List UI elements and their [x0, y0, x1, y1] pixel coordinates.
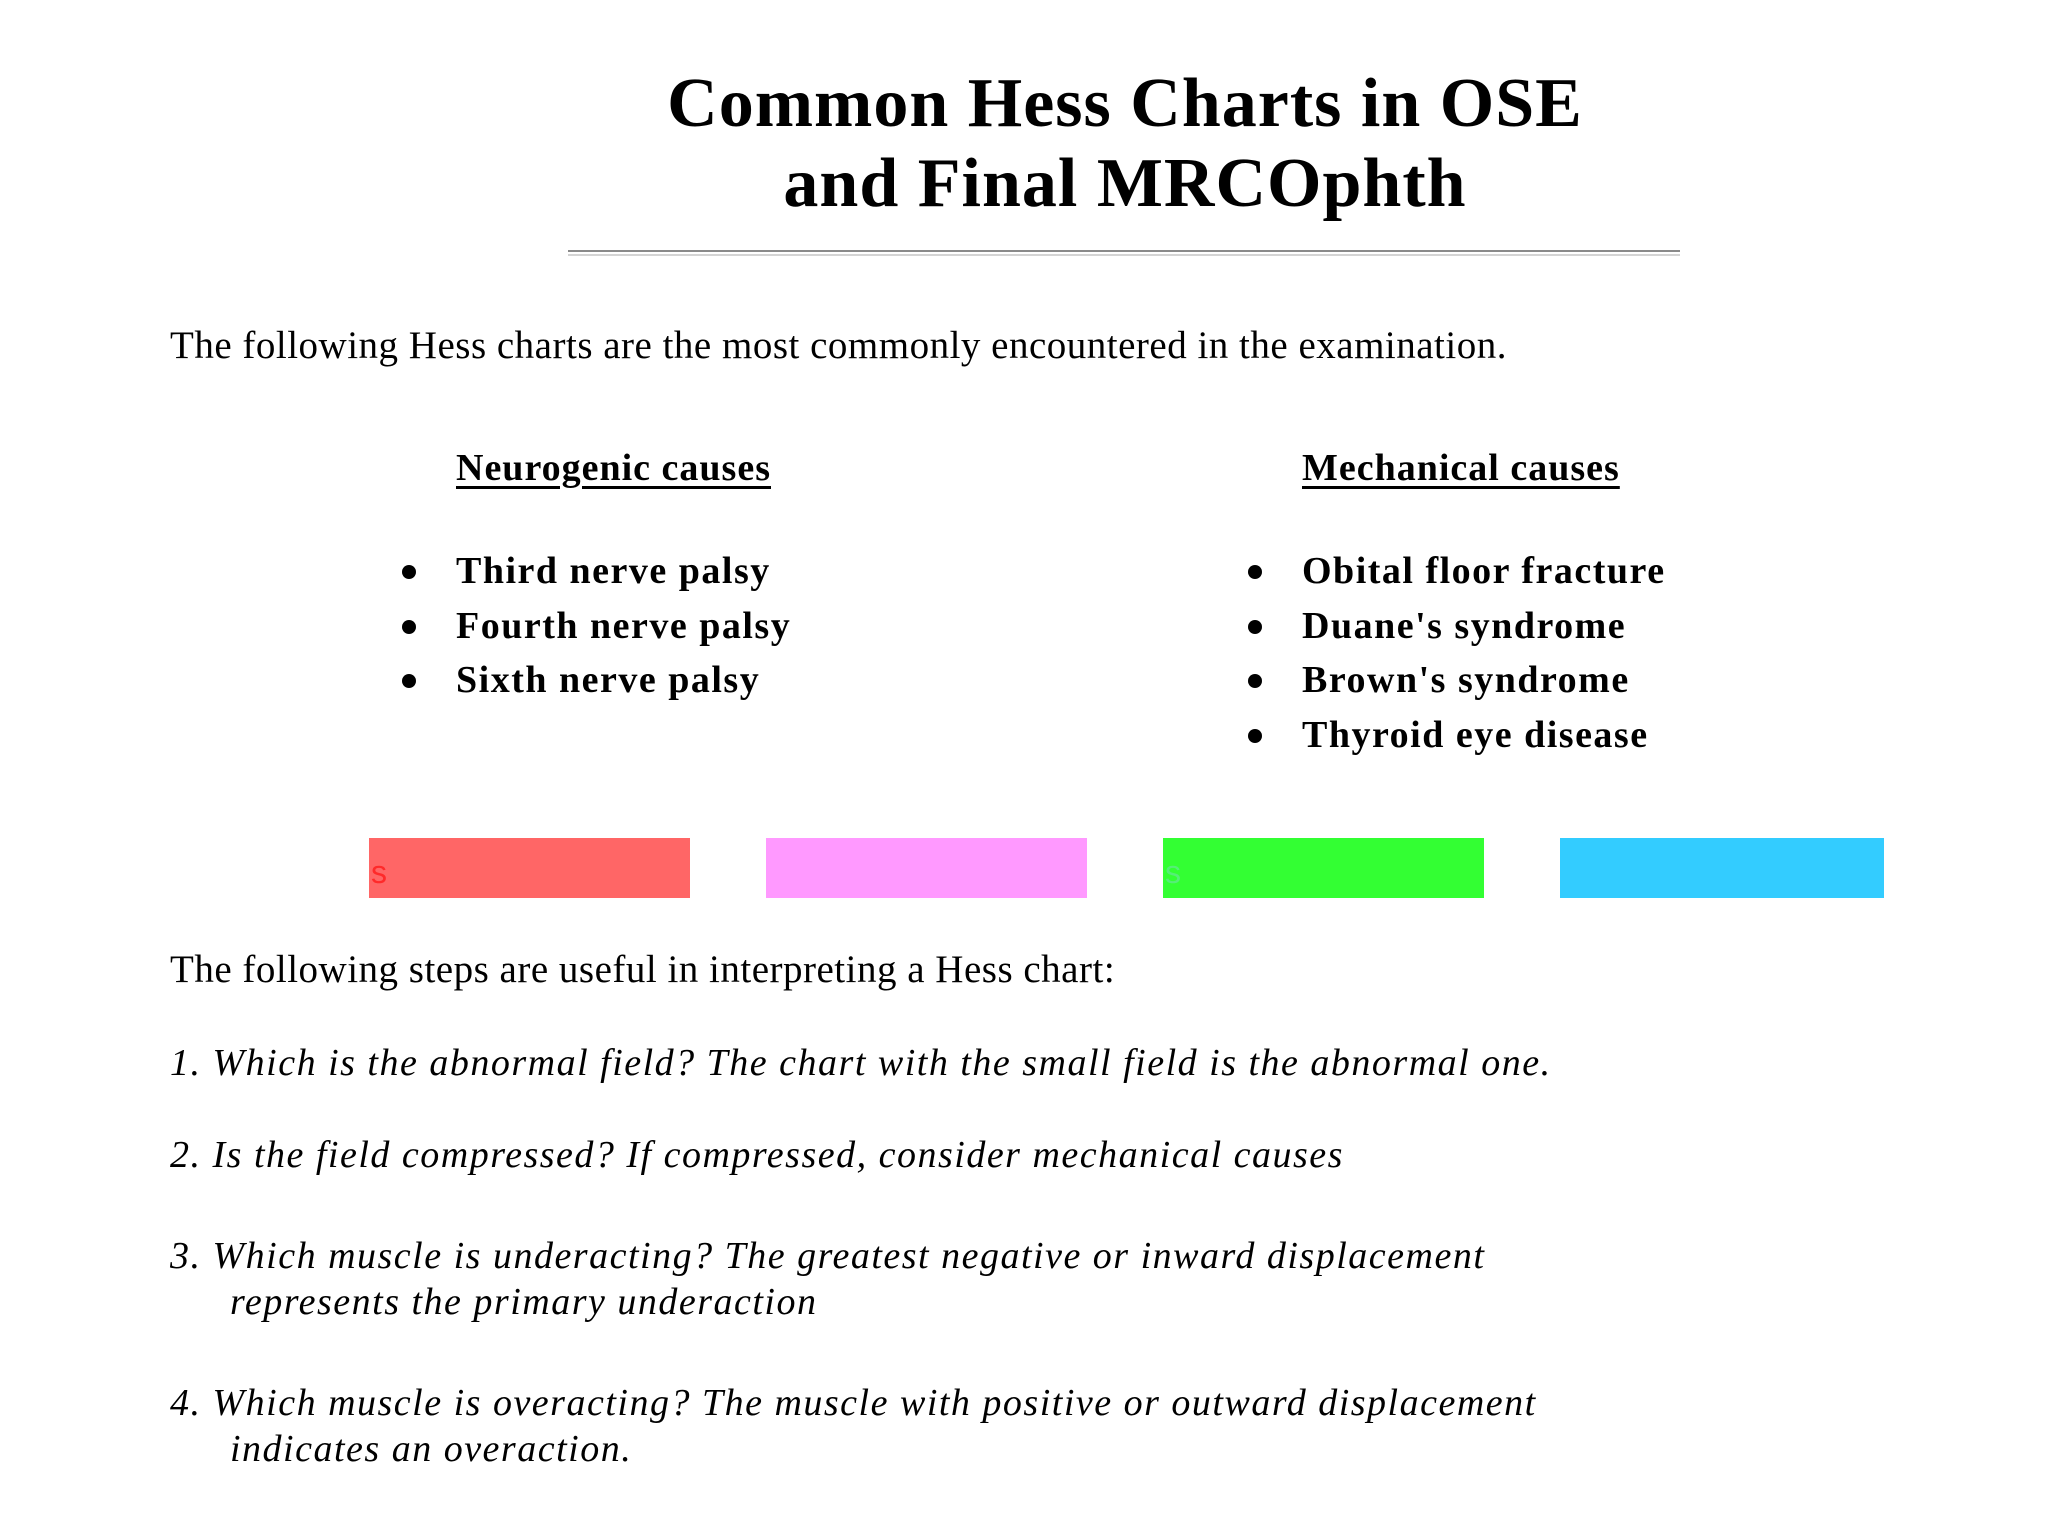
steps-intro: The following steps are useful in interpreting a Hess chart:	[170, 948, 1116, 991]
list-item-label: Fourth nerve palsy	[456, 604, 792, 647]
step-3	[170, 1233, 1485, 1325]
list-item	[1244, 653, 1666, 708]
list-item-label: Thyroid eye disease	[1302, 713, 1649, 756]
bullet-icon	[402, 565, 416, 579]
green-color-bar[interactable]	[1163, 838, 1484, 898]
step-2	[170, 1132, 1344, 1178]
bullet-icon	[402, 620, 416, 634]
bar-letter: s	[1165, 854, 1181, 890]
list-item	[398, 544, 791, 599]
list-item-label: Obital floor fracture	[1302, 550, 1666, 592]
list-item	[1244, 544, 1666, 599]
list-item-label: Duane's syndrome	[1302, 604, 1627, 647]
step-line-2: indicates an overaction.	[230, 1428, 633, 1470]
step-1	[170, 1040, 1552, 1086]
bullet-icon	[1248, 620, 1262, 634]
mechanical-list	[1244, 544, 1666, 762]
step-line-1: 3. Which muscle is underacting? The greatest negative or inward displacement	[170, 1235, 1486, 1277]
neurogenic-heading: Neurogenic causes	[456, 447, 771, 489]
list-item	[1244, 599, 1666, 654]
list-item-label: Sixth nerve palsy	[456, 659, 761, 701]
step-line-1: 1. Which is the abnormal field? The chart with the small field is the abnormal one.	[170, 1042, 1552, 1084]
pink-color-bar[interactable]	[766, 838, 1087, 898]
red-color-bar[interactable]	[369, 838, 690, 898]
list-item	[1244, 708, 1666, 763]
page-title	[470, 64, 1780, 224]
page-title-line-2: and Final MRCOphth	[783, 145, 1467, 222]
list-item-label: Third nerve palsy	[456, 550, 771, 592]
neurogenic-list	[398, 544, 791, 708]
step-line-1: 2. Is the field compressed? If compressed, consider mechanical causes	[170, 1134, 1344, 1176]
bullet-icon	[1248, 729, 1262, 743]
page-title-line-1: Common Hess Charts in OSE	[667, 65, 1583, 142]
step-line-2: represents the primary underaction	[230, 1281, 818, 1323]
intro-text: The following Hess charts are the most commonly encountered in the examination.	[170, 324, 1507, 367]
bullet-icon	[1248, 565, 1262, 579]
mechanical-heading: Mechanical causes	[1302, 447, 1620, 489]
list-item-label: Brown's syndrome	[1302, 659, 1630, 701]
bar-letter: s	[371, 854, 387, 890]
step-4	[170, 1380, 1537, 1472]
list-item	[398, 599, 791, 654]
blue-color-bar[interactable]	[1560, 838, 1884, 898]
title-divider	[568, 250, 1680, 256]
bullet-icon	[1248, 674, 1262, 688]
list-item	[398, 653, 791, 708]
bullet-icon	[402, 674, 416, 688]
step-line-1: 4. Which muscle is overacting? The muscle with positive or outward displacement	[170, 1382, 1537, 1424]
